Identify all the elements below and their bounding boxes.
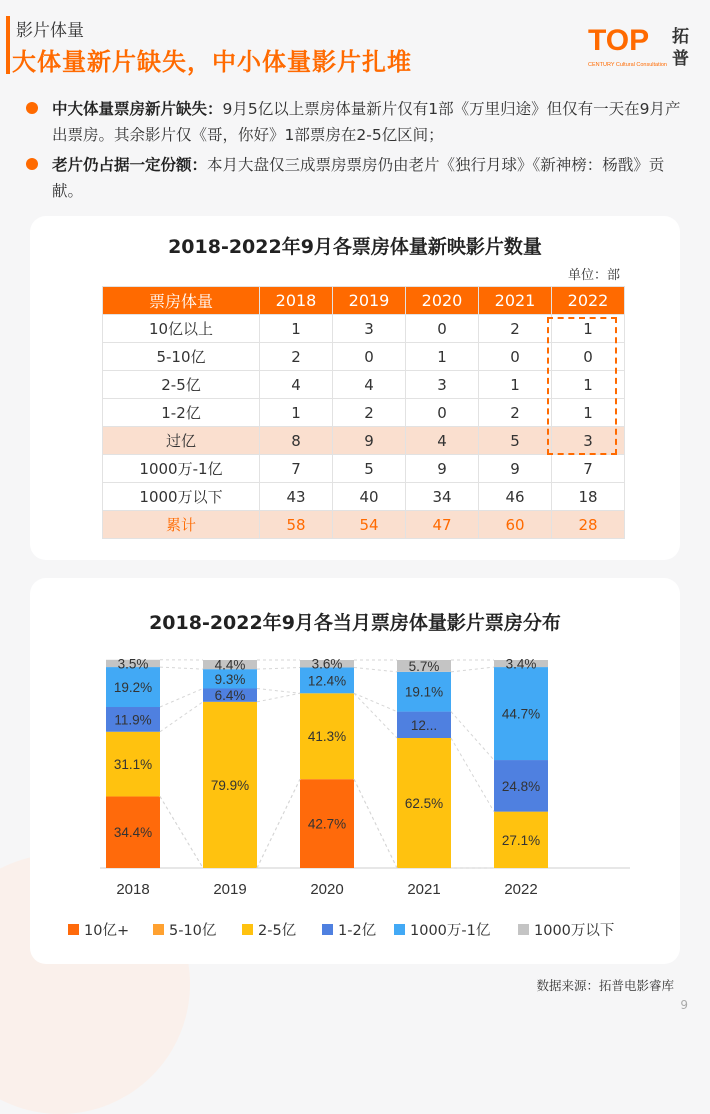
table-header-row: [103, 287, 625, 315]
table-cell: 2: [479, 399, 552, 427]
legend-label: 1000万-1亿: [410, 922, 491, 939]
row-label: 1000万以下: [103, 483, 260, 511]
connector-line: [160, 702, 203, 732]
table-cell: 2: [260, 343, 333, 371]
data-label: 62.5%: [405, 796, 443, 811]
legend-label: 1000万以下: [534, 922, 614, 939]
x-tick-label: 2021: [407, 881, 440, 898]
bullet-bold: 老片仍占据一定份额：: [52, 156, 207, 174]
table-cell: 0: [406, 315, 479, 343]
table-cell: 47: [406, 511, 479, 539]
legend-label: 2-5亿: [258, 922, 297, 939]
data-label: 19.2%: [114, 680, 152, 695]
logo-cn: 拓: [671, 26, 689, 47]
connector-line: [354, 667, 397, 671]
data-source: 数据来源：拓普电影睿库: [536, 976, 674, 994]
data-label: 4.4%: [215, 658, 246, 673]
data-label: 12...: [411, 718, 437, 733]
legend-swatch: [242, 924, 253, 935]
connector-line: [451, 712, 494, 760]
bullet-item: [26, 152, 686, 204]
connector-line: [257, 693, 300, 702]
table-cell: 0: [333, 343, 406, 371]
table-cell: 3: [333, 315, 406, 343]
data-label: 12.4%: [308, 673, 346, 688]
table-cell: 1: [260, 315, 333, 343]
data-label: 31.1%: [114, 757, 152, 772]
row-label: 1-2亿: [103, 399, 260, 427]
connector-line: [451, 667, 494, 672]
logo-text: TOP: [588, 24, 649, 57]
table-cell: 0: [552, 343, 625, 371]
data-label: 3.4%: [506, 657, 537, 672]
data-label: 42.7%: [308, 817, 346, 832]
header-cell: 2018: [260, 287, 333, 315]
connector-line: [257, 667, 300, 669]
data-label: 27.1%: [502, 833, 540, 848]
bullet-text: 9月5亿以上票房体量新片仅有1部《万里归途》但仅有一天在9月产出票房。其余影片仅《哥，你好》1部票房在2-5亿区间；: [52, 100, 680, 144]
table-cell: 8: [260, 427, 333, 455]
data-label: 3.6%: [312, 657, 343, 672]
svg-text:普: 普: [672, 48, 689, 69]
table-cell: 9: [333, 427, 406, 455]
table-cell: 2: [333, 399, 406, 427]
table-cell: 1: [552, 371, 625, 399]
legend-swatch: [322, 924, 333, 935]
logo-sub: CENTURY Cultural Consultation: [588, 62, 667, 68]
connector-line: [160, 796, 203, 868]
row-label: 10亿以上: [103, 315, 260, 343]
table-cell: 0: [406, 399, 479, 427]
table-cell: 7: [552, 455, 625, 483]
table-cell: 43: [260, 483, 333, 511]
table-cell: 5: [333, 455, 406, 483]
table-cell: 2: [479, 315, 552, 343]
table-title: 2018-2022年9月各票房体量新映影片数量: [30, 232, 680, 259]
bullet-text: 本月大盘仅三成票房票房仍由老片《独行月球》《新神榜：杨戬》贡献。: [52, 156, 664, 200]
row-label: 过亿: [103, 427, 260, 455]
data-label: 34.4%: [114, 825, 152, 840]
legend-swatch: [153, 924, 164, 935]
table-card: [30, 216, 680, 560]
legend-label: 10亿+: [84, 922, 129, 939]
table-cell: 0: [479, 343, 552, 371]
table-cell: 3: [552, 427, 625, 455]
connector-line: [257, 688, 300, 693]
table-cell: 40: [333, 483, 406, 511]
section-title: 影片体量: [16, 16, 84, 41]
title-accent-bar: [6, 16, 10, 74]
data-label: 41.3%: [308, 729, 346, 744]
x-tick-label: 2019: [213, 881, 246, 898]
row-label: 5-10亿: [103, 343, 260, 371]
data-label: 19.1%: [405, 685, 443, 700]
table-cell: 28: [552, 511, 625, 539]
table-cell: 46: [479, 483, 552, 511]
chart-card: [30, 578, 680, 964]
legend-swatch: [518, 924, 529, 935]
data-label: 11.9%: [114, 712, 151, 727]
bullet-list: [26, 96, 686, 208]
table-cell: 4: [260, 371, 333, 399]
table-cell: 3: [406, 371, 479, 399]
table-cell: 34: [406, 483, 479, 511]
row-label: 1000万-1亿: [103, 455, 260, 483]
data-label: 6.4%: [215, 688, 246, 703]
data-label: 5.7%: [409, 659, 440, 674]
table-cell: 1: [479, 371, 552, 399]
bullet-bold: 中大体量票房新片缺失：: [52, 100, 223, 118]
bullet-dot: [26, 158, 38, 170]
data-label: 9.3%: [215, 672, 246, 687]
header-cell: 2021: [479, 287, 552, 315]
legend-swatch: [68, 924, 79, 935]
legend-label: 1-2亿: [338, 922, 377, 939]
header-cell: 票房体量: [103, 287, 260, 315]
page-title: 大体量新片缺失，中小体量影片扎堆: [12, 42, 412, 77]
data-label: 44.7%: [502, 707, 540, 722]
x-tick-label: 2020: [310, 881, 343, 898]
table-cell: 60: [479, 511, 552, 539]
legend-swatch: [394, 924, 405, 935]
highlight-2022-box: [547, 317, 617, 455]
header-cell: 2020: [406, 287, 479, 315]
table-cell: 58: [260, 511, 333, 539]
table-cell: 9: [479, 455, 552, 483]
row-label: 累计: [103, 511, 260, 539]
stacked-bar-chart: [30, 578, 680, 964]
table-cell: 4: [406, 427, 479, 455]
table-cell: 7: [260, 455, 333, 483]
header-cell: 2022: [552, 287, 625, 315]
connector-line: [354, 693, 397, 711]
bullet-dot: [26, 102, 38, 114]
top-logo: [588, 18, 704, 72]
legend-label: 5-10亿: [169, 922, 217, 939]
x-tick-label: 2018: [116, 881, 149, 898]
table-unit: 单位：部: [568, 264, 620, 283]
connector-line: [354, 693, 397, 738]
chart-title: 2018-2022年9月各当月票房体量影片票房分布: [30, 608, 680, 635]
table-cell: 1: [406, 343, 479, 371]
table-cell: 54: [333, 511, 406, 539]
table-row: [103, 511, 625, 539]
page-number: 9: [680, 998, 688, 1012]
table-cell: 1: [552, 315, 625, 343]
header-cell: 2019: [333, 287, 406, 315]
connector-line: [451, 738, 494, 812]
row-label: 2-5亿: [103, 371, 260, 399]
table-cell: 9: [406, 455, 479, 483]
table-cell: 1: [260, 399, 333, 427]
connector-line: [257, 779, 300, 868]
table-row: [103, 483, 625, 511]
table-cell: 1: [552, 399, 625, 427]
connector-line: [354, 779, 397, 868]
connector-line: [160, 667, 203, 669]
table-cell: 4: [333, 371, 406, 399]
bullet-item: [26, 96, 686, 148]
data-label: 79.9%: [211, 778, 249, 793]
table-row: [103, 455, 625, 483]
table-cell: 18: [552, 483, 625, 511]
data-label: 3.5%: [118, 656, 149, 671]
connector-line: [160, 688, 203, 707]
data-label: 24.8%: [502, 779, 540, 794]
x-tick-label: 2022: [504, 881, 537, 898]
table-cell: 5: [479, 427, 552, 455]
